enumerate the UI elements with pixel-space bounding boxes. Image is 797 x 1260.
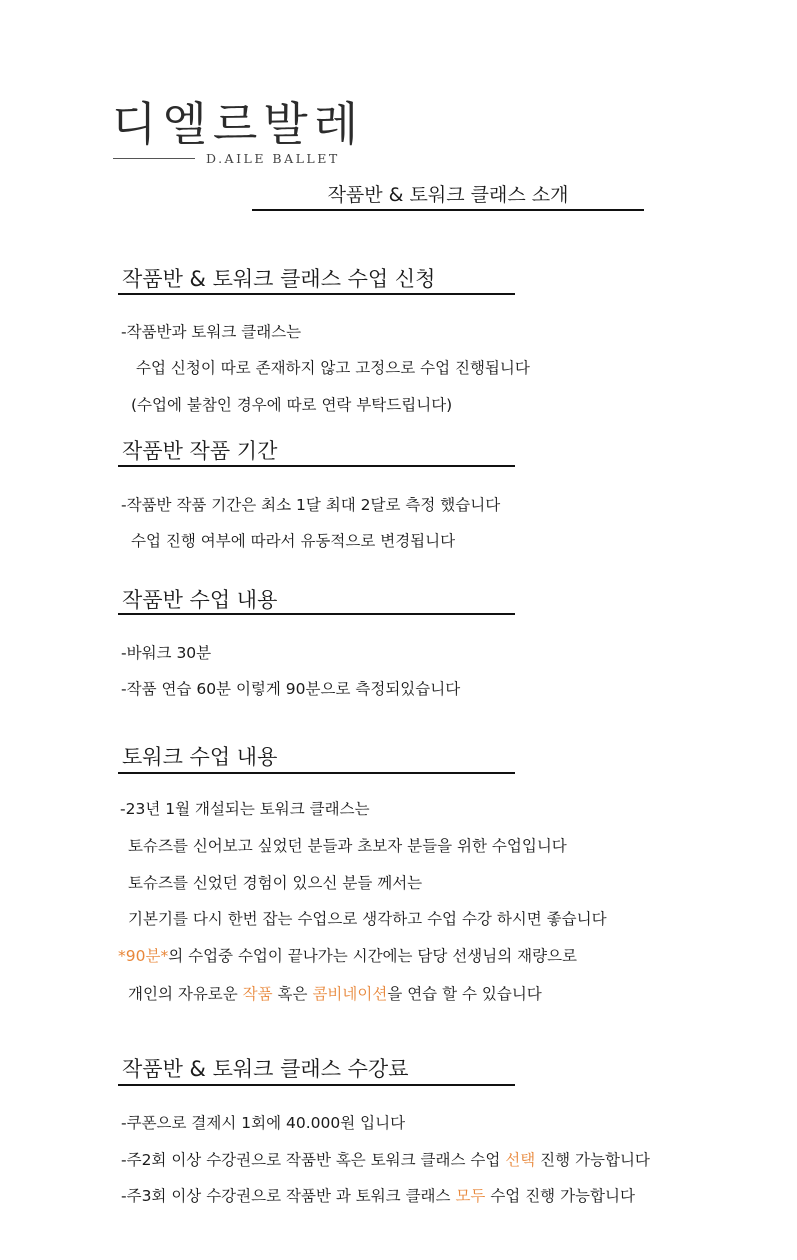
- accent-text: *90분*: [118, 947, 169, 965]
- logo-english: D.AILE BALLET: [206, 151, 340, 166]
- text-line: 기본기를 다시 한번 잡는 수업으로 생각하고 수업 수강 하시면 좋습니다: [128, 910, 607, 928]
- highlight-line: [128, 982, 542, 1004]
- highlight-line: [118, 944, 577, 966]
- section-heading-rule: [118, 613, 515, 615]
- accent-text: 모두: [455, 1187, 486, 1205]
- text-segment: 수업 진행 가능합니다: [485, 1187, 635, 1205]
- logo-divider: [113, 158, 195, 159]
- section-heading: 토워크 수업 내용: [122, 745, 278, 769]
- text-line: 토슈즈를 신어보고 싶었던 분들과 초보자 분들을 위한 수업입니다: [128, 837, 567, 855]
- page-title: 작품반 & 토워크 클래스 소개: [327, 184, 569, 206]
- text-segment: 혹은: [272, 985, 313, 1003]
- logo-korean: 디엘르발레: [112, 97, 365, 151]
- text-segment: 진행 가능합니다: [535, 1151, 650, 1169]
- section-heading-rule: [118, 772, 515, 774]
- accent-text: 콤비네이션: [312, 985, 388, 1003]
- text-line: 수업 진행 여부에 따라서 유동적으로 변경됩니다: [131, 532, 456, 550]
- text-line: -작품반과 토워크 클래스는: [121, 323, 302, 341]
- text-segment: -주2회 이상 수강권으로 작품반 혹은 토워크 클래스 수업: [121, 1151, 506, 1169]
- section-heading-rule: [118, 1084, 515, 1086]
- section-heading: 작품반 수업 내용: [122, 588, 278, 612]
- text-line: -23년 1월 개설되는 토워크 클래스는: [120, 800, 370, 818]
- accent-text: 작품: [242, 985, 273, 1003]
- section-heading: 작품반 & 토워크 클래스 수강료: [122, 1057, 409, 1081]
- text-line: (수업에 불참인 경우에 따로 연락 부탁드립니다): [131, 396, 453, 414]
- accent-text: 선택: [505, 1151, 536, 1169]
- text-line: -작품 연습 60분 이렇게 90분으로 측정되있습니다: [121, 680, 461, 698]
- highlight-line: [121, 1184, 635, 1206]
- text-line: -작품반 작품 기간은 최소 1달 최대 2달로 측정 했습니다: [121, 496, 501, 514]
- section-heading: 작품반 작품 기간: [122, 439, 278, 463]
- section-heading-rule: [118, 293, 515, 295]
- text-segment: 개인의 자유로운: [128, 985, 243, 1003]
- text-segment: 을 연습 할 수 있습니다: [387, 985, 542, 1003]
- text-line: 토슈즈를 신었던 경험이 있으신 분들 께서는: [128, 874, 423, 892]
- page-title-underline: [252, 209, 644, 211]
- section-heading: 작품반 & 토워크 클래스 수업 신청: [122, 267, 436, 291]
- text-line: -쿠폰으로 결제시 1회에 40.000원 입니다: [121, 1114, 406, 1132]
- text-segment: -주3회 이상 수강권으로 작품반 과 토워크 클래스: [121, 1187, 456, 1205]
- text-line: 수업 신청이 따로 존재하지 않고 고정으로 수업 진행됩니다: [136, 359, 530, 377]
- highlight-line: [121, 1148, 650, 1170]
- text-segment: 의 수업중 수업이 끝나가는 시간에는 담당 선생님의 재량으로: [168, 947, 578, 965]
- section-heading-rule: [118, 465, 515, 467]
- text-line: -바워크 30분: [121, 644, 212, 662]
